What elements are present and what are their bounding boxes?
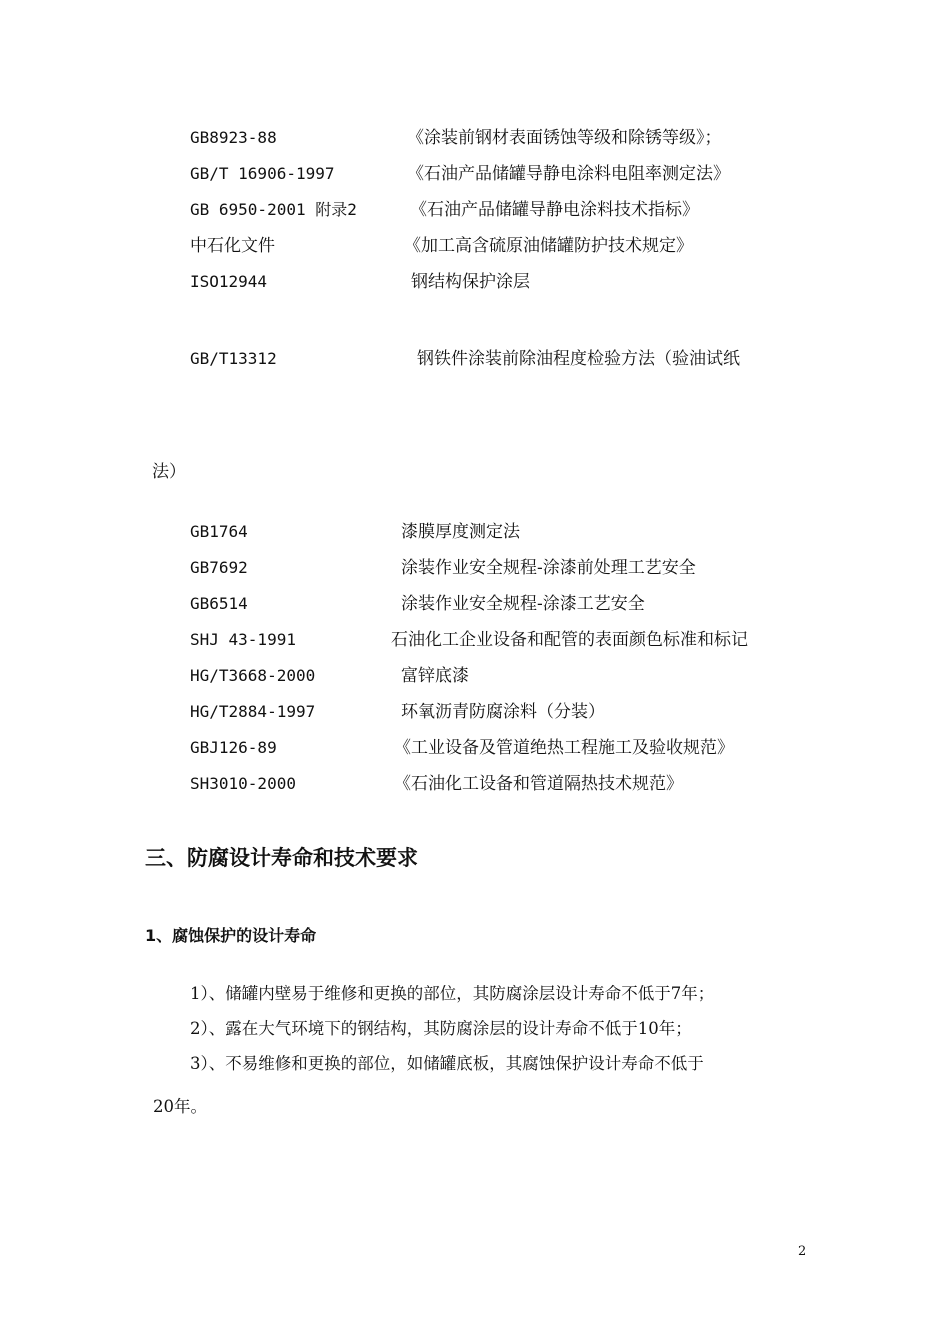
standard-title: 《工业设备及管道绝热工程施工及验收规范》 <box>394 738 734 758</box>
standard-code: GB1764 <box>190 522 248 541</box>
standard-row <box>0 347 950 377</box>
list-item: 2）、露在大气环境下的钢结构，其防腐涂层的设计寿命不低于10年； <box>190 1019 692 1038</box>
list-item: 1）、储罐内壁易于维修和更换的部位，其防腐涂层设计寿命不低于7年； <box>190 984 715 1003</box>
standard-title: 钢铁件涂装前除油程度检验方法（验油试纸 <box>417 349 740 369</box>
standard-code: HG/T3668-2000 <box>190 666 316 685</box>
standard-row <box>0 664 950 694</box>
standard-code: GBJ126-89 <box>190 738 277 757</box>
standard-code: GB8923-88 <box>190 128 277 147</box>
standard-row <box>0 592 950 622</box>
standard-title: 富锌底漆 <box>401 666 469 686</box>
standard-row <box>0 270 950 300</box>
standard-title: 《石油产品储罐导静电涂料电阻率测定法》 <box>407 164 730 184</box>
standard-title: 石油化工企业设备和配管的表面颜色标准和标记 <box>391 630 748 650</box>
standard-title: 《加工高含硫原油储罐防护技术规定》 <box>404 236 693 256</box>
section-heading: 三、防腐设计寿命和技术要求 <box>145 846 418 870</box>
standard-row <box>0 628 950 658</box>
standard-row <box>0 162 950 192</box>
page-number: 2 <box>798 1244 807 1259</box>
standard-row <box>0 234 950 264</box>
standard-code: SHJ 43-1991 <box>190 630 296 649</box>
standard-row <box>0 198 950 228</box>
standard-row <box>0 736 950 766</box>
standard-row <box>0 772 950 802</box>
standard-title: 钢结构保护涂层 <box>411 272 530 292</box>
standard-code: GB7692 <box>190 558 248 577</box>
standard-title-continuation <box>0 460 950 490</box>
standard-title: 环氧沥青防腐涂料（分装） <box>401 702 605 722</box>
standard-row <box>0 700 950 730</box>
standard-code: GB/T 16906-1997 <box>190 164 335 183</box>
standard-code: GB 6950-2001 附录2 <box>190 200 357 219</box>
standard-code: SH3010-2000 <box>190 774 296 793</box>
standard-title: 漆膜厚度测定法 <box>401 522 520 542</box>
standard-code: HG/T2884-1997 <box>190 702 316 721</box>
list-item-continuation: 20年。 <box>153 1097 207 1116</box>
standard-title: 《石油化工设备和管道隔热技术规范》 <box>394 774 683 794</box>
subsection-heading: 1、腐蚀保护的设计寿命 <box>145 926 317 945</box>
list-item: 3）、不易维修和更换的部位，如储罐底板，其腐蚀保护设计寿命不低于 <box>190 1054 704 1073</box>
standard-title: 《石油产品储罐导静电涂料技术指标》 <box>410 200 699 220</box>
standard-code: GB6514 <box>190 594 248 613</box>
standard-code: 中石化文件 <box>190 236 275 256</box>
standard-title: 涂装作业安全规程-涂漆工艺安全 <box>401 594 645 614</box>
standard-row <box>0 126 950 156</box>
standard-row <box>0 520 950 550</box>
standard-code: ISO12944 <box>190 272 268 291</box>
standard-row <box>0 556 950 586</box>
standard-title: 《涂装前钢材表面锈蚀等级和除锈等级》； <box>407 128 722 148</box>
standard-title: 涂装作业安全规程-涂漆前处理工艺安全 <box>401 558 696 578</box>
standard-title-wrap: 法） <box>152 462 186 482</box>
standard-code: GB/T13312 <box>190 349 277 368</box>
